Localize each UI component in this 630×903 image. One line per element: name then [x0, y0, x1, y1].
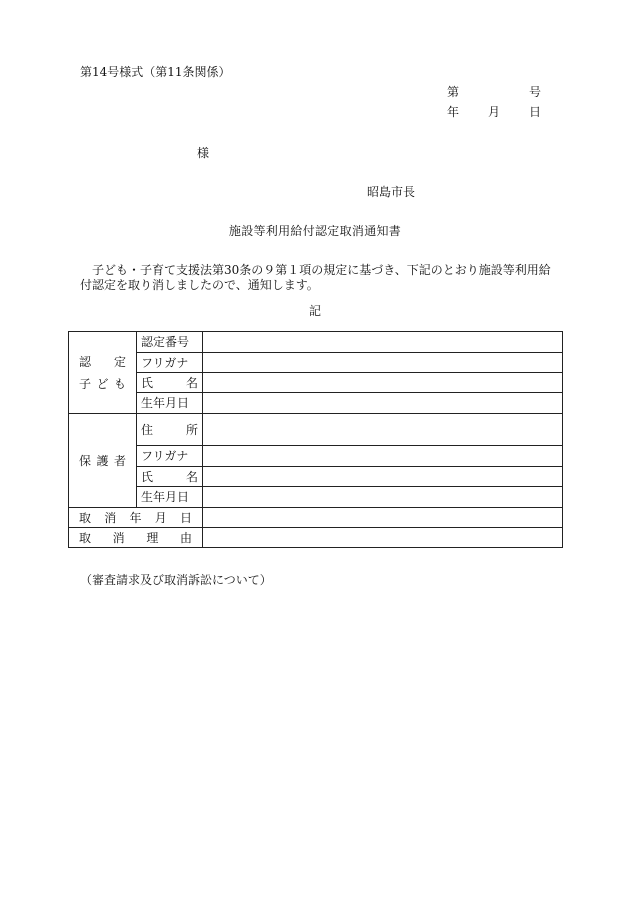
issue-date-line: [447, 104, 541, 120]
table-row: [69, 508, 563, 528]
body-text: 子ども・子育て支援法第30条の９第１項の規定に基づき、下記のとおり施設等利用給付認定を取り消しましたので、通知します。: [80, 263, 551, 292]
table-row: [69, 528, 563, 548]
table-row: [69, 353, 563, 373]
issuer: 昭島市長: [367, 185, 416, 199]
child-name-value[interactable]: [203, 373, 563, 393]
form-number: 第14号様式（第11条関係）: [80, 65, 231, 79]
child-group-line-2: 子 ど も: [79, 376, 126, 391]
table-row: [69, 332, 563, 353]
document-number-line: [447, 84, 541, 100]
child-group-line-1: 認 定: [79, 354, 126, 369]
addressee-suffix: 様: [197, 146, 210, 160]
date-month: 月: [487, 105, 500, 119]
document-title: 施設等利用給付認定取消通知書: [228, 224, 402, 238]
cancellation-date-label: 取 消 年 月 日: [69, 508, 203, 528]
date-year: 年: [447, 105, 460, 119]
cancellation-reason-label: 取 消 理 由: [69, 528, 203, 548]
guardian-name-value[interactable]: [203, 467, 563, 487]
child-furigana-value[interactable]: [203, 353, 563, 373]
table-row: [69, 393, 563, 414]
child-birthdate-label: 生年月日: [137, 393, 203, 414]
number-suffix: 号: [528, 85, 541, 99]
guardian-furigana-label: フリガナ: [137, 446, 203, 467]
child-group-label: [69, 332, 137, 414]
table-row: [69, 373, 563, 393]
date-day: 日: [528, 105, 541, 119]
child-certification-number-label: 認定番号: [137, 332, 203, 353]
number-prefix: 第: [447, 85, 460, 99]
guardian-birthdate-value[interactable]: [203, 487, 563, 508]
child-furigana-label: フリガナ: [137, 353, 203, 373]
table-row: [69, 467, 563, 487]
cancellation-date-value[interactable]: [203, 508, 563, 528]
child-name-label: 氏 名: [137, 373, 203, 393]
ki-label: 記: [308, 304, 321, 318]
table-row: [69, 487, 563, 508]
guardian-group-label: 保 護 者: [69, 414, 137, 508]
table-row: [69, 414, 563, 446]
appeal-note: （審査請求及び取消訴訟について）: [80, 573, 272, 587]
guardian-name-label: 氏 名: [137, 467, 203, 487]
details-table: [68, 331, 563, 548]
guardian-birthdate-label: 生年月日: [137, 487, 203, 508]
child-birthdate-value[interactable]: [203, 393, 563, 414]
cancellation-reason-value[interactable]: [203, 528, 563, 548]
child-certification-number-value[interactable]: [203, 332, 563, 353]
table-row: [69, 446, 563, 467]
guardian-address-label: 住 所: [137, 414, 203, 446]
guardian-address-value[interactable]: [203, 414, 563, 446]
guardian-furigana-value[interactable]: [203, 446, 563, 467]
